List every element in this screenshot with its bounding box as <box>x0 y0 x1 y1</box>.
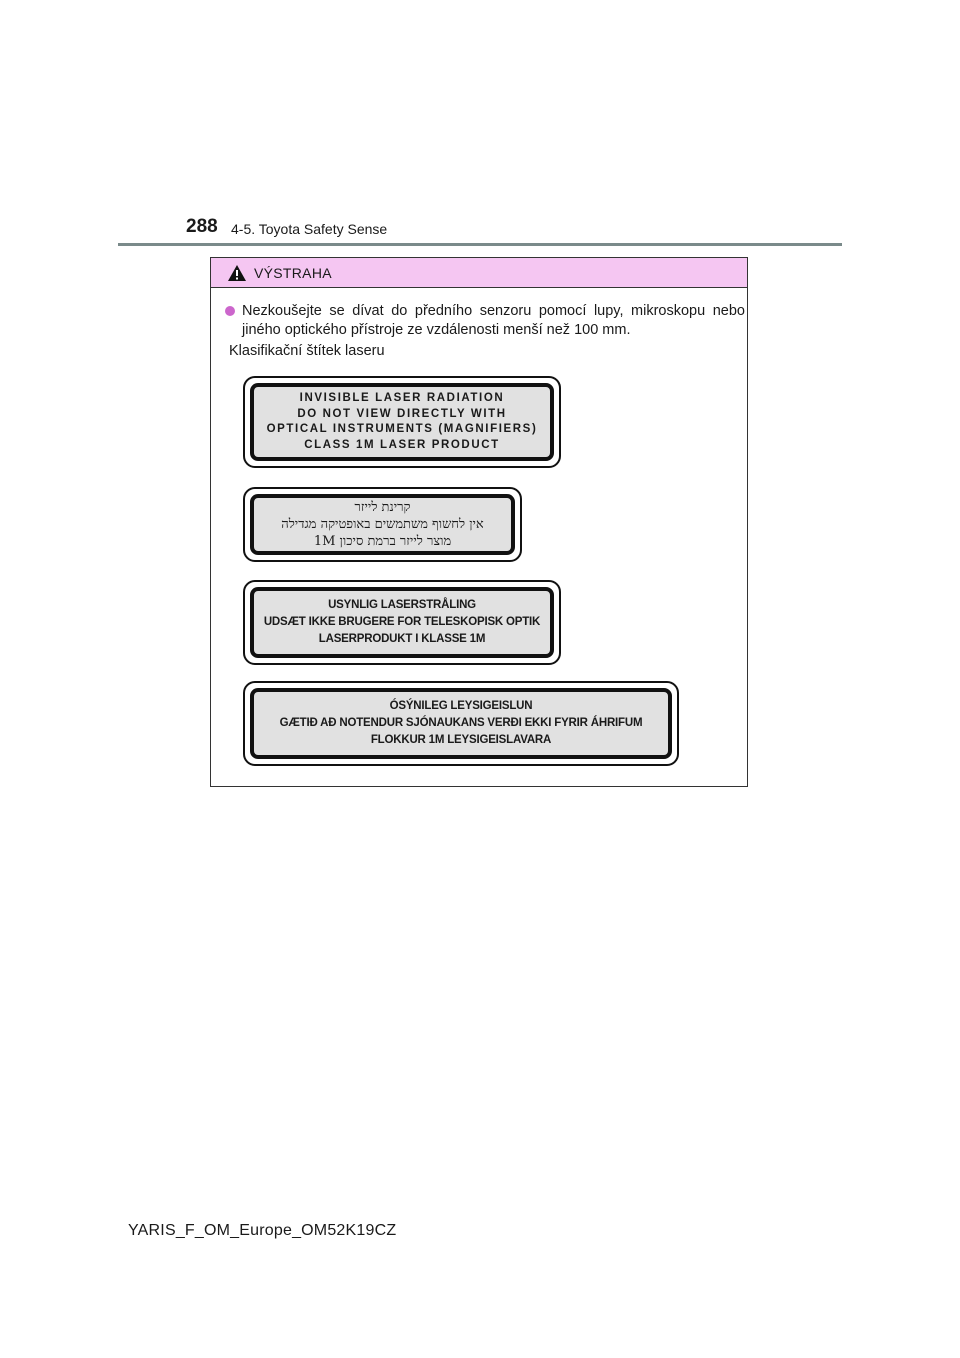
warning-triangle-icon <box>227 264 247 282</box>
warning-label: VÝSTRAHA <box>254 264 332 281</box>
section-title: 4-5. Toyota Safety Sense <box>231 221 388 237</box>
label-line: UDSÆT IKKE BRUGERE FOR TELESKOPISK OPTIK <box>263 616 541 628</box>
page-number: 288 <box>186 216 218 237</box>
label-line: LASERPRODUKT I KLASSE 1M <box>318 633 486 645</box>
bullet-dot-icon <box>225 306 235 316</box>
laser-label-icelandic <box>243 681 679 766</box>
label-line: USYNLIG LASERSTRÅLING <box>328 599 476 611</box>
label-line: OPTICAL INSTRUMENTS (MAGNIFIERS) <box>266 423 538 435</box>
warning-bullet <box>225 302 745 340</box>
label-line: FLOKKUR 1M LEYSIGEISLAVARA <box>370 734 552 746</box>
label-line: CLASS 1M LASER PRODUCT <box>304 438 500 451</box>
label-line: קרינת לייזר <box>354 500 411 515</box>
page-header <box>0 0 960 250</box>
label-line: אין לחשוף משתמשים באופטיקה מגדילה <box>281 517 484 532</box>
label-line: INVISIBLE LASER RADIATION <box>299 392 505 404</box>
label-line: ÓSÝNILEG LEYSIGEISLUN <box>389 700 533 712</box>
label-line: מוצר לייזר ברמת סיכון 1M <box>313 534 452 549</box>
warning-box <box>210 257 748 787</box>
laser-label-hebrew-inner <box>250 494 515 555</box>
footer-document-code: YARIS_F_OM_Europe_OM52K19CZ <box>128 1222 397 1239</box>
warning-bullet-text: Nezkoušejte se dívat do předního senzoru pomocí lupy, mikroskopu nebo jiného optického přístroje ze vzdálenosti menší než 100 mm. <box>242 303 745 338</box>
label-line: GÆTIÐ AÐ NOTENDUR SJÓNAUKANS VERÐI EKKI FYRIR ÁHRIFUM <box>279 717 643 729</box>
warning-header <box>211 258 747 288</box>
laser-label-english-inner <box>250 383 554 461</box>
laser-label-hebrew <box>243 487 522 562</box>
laser-label-danish-inner <box>250 587 554 658</box>
label-line: DO NOT VIEW DIRECTLY WITH <box>297 407 507 420</box>
header-rule <box>118 243 842 246</box>
laser-classification-caption: Klasifikační štítek laseru <box>229 343 385 359</box>
laser-label-danish <box>243 580 561 665</box>
laser-label-english <box>243 376 561 468</box>
laser-label-icelandic-inner <box>250 688 672 759</box>
